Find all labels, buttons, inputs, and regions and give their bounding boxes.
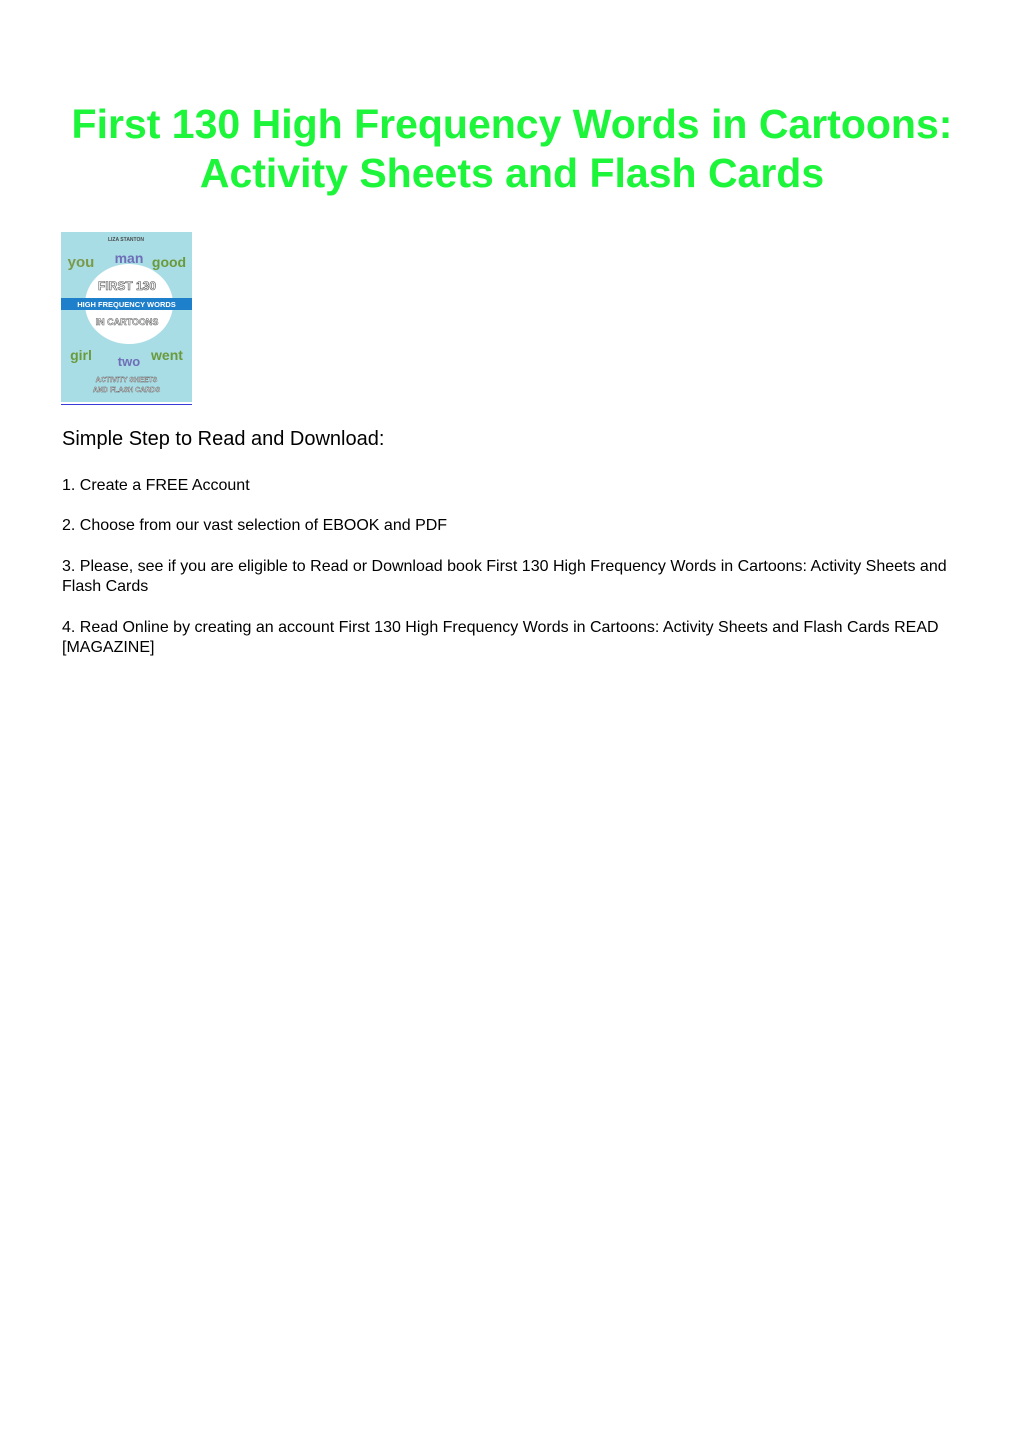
cover-word-man: man <box>114 250 144 266</box>
cover-word-you: you <box>67 254 95 271</box>
steps-heading: Simple Step to Read and Download: <box>62 428 385 450</box>
book-cover-link[interactable] <box>61 232 192 405</box>
cover-heading: FIRST 130 <box>97 279 157 293</box>
step-1: 1. Create a FREE Account <box>62 477 250 494</box>
cover-banner-text: HIGH FREQUENCY WORDS <box>77 300 176 309</box>
cover-subheading: IN CARTOONS <box>95 317 159 327</box>
cover-word-girl: girl <box>70 347 92 363</box>
cover-word-went: went <box>151 347 183 363</box>
cover-word-good: good <box>151 254 187 270</box>
cover-word-two: two <box>117 354 141 369</box>
book-cover-image <box>61 232 192 402</box>
cover-footer-line-2: AND FLASH CARDS <box>92 387 161 394</box>
step-3: 3. Please, see if you are eligible to Read or Download book First 130 High Frequency Words in Cartoons: Activity Sheets and Flash Cards <box>62 558 947 595</box>
cover-footer-line-1: ACTIVITY SHEETS <box>95 377 158 384</box>
step-2: 2. Choose from our vast selection of EBOOK and PDF <box>62 517 448 534</box>
title-line-2: Activity Sheets and Flash Cards <box>199 150 825 196</box>
step-4: 4. Read Online by creating an account First 130 High Frequency Words in Cartoons: Activity Sheets and Flash Cards READ [MAGAZINE] <box>62 619 939 656</box>
title-line-1: First 130 High Frequency Words in Cartoons: <box>71 101 953 147</box>
cover-author: LIZA STANTON <box>107 237 145 243</box>
page-title <box>40 100 984 198</box>
